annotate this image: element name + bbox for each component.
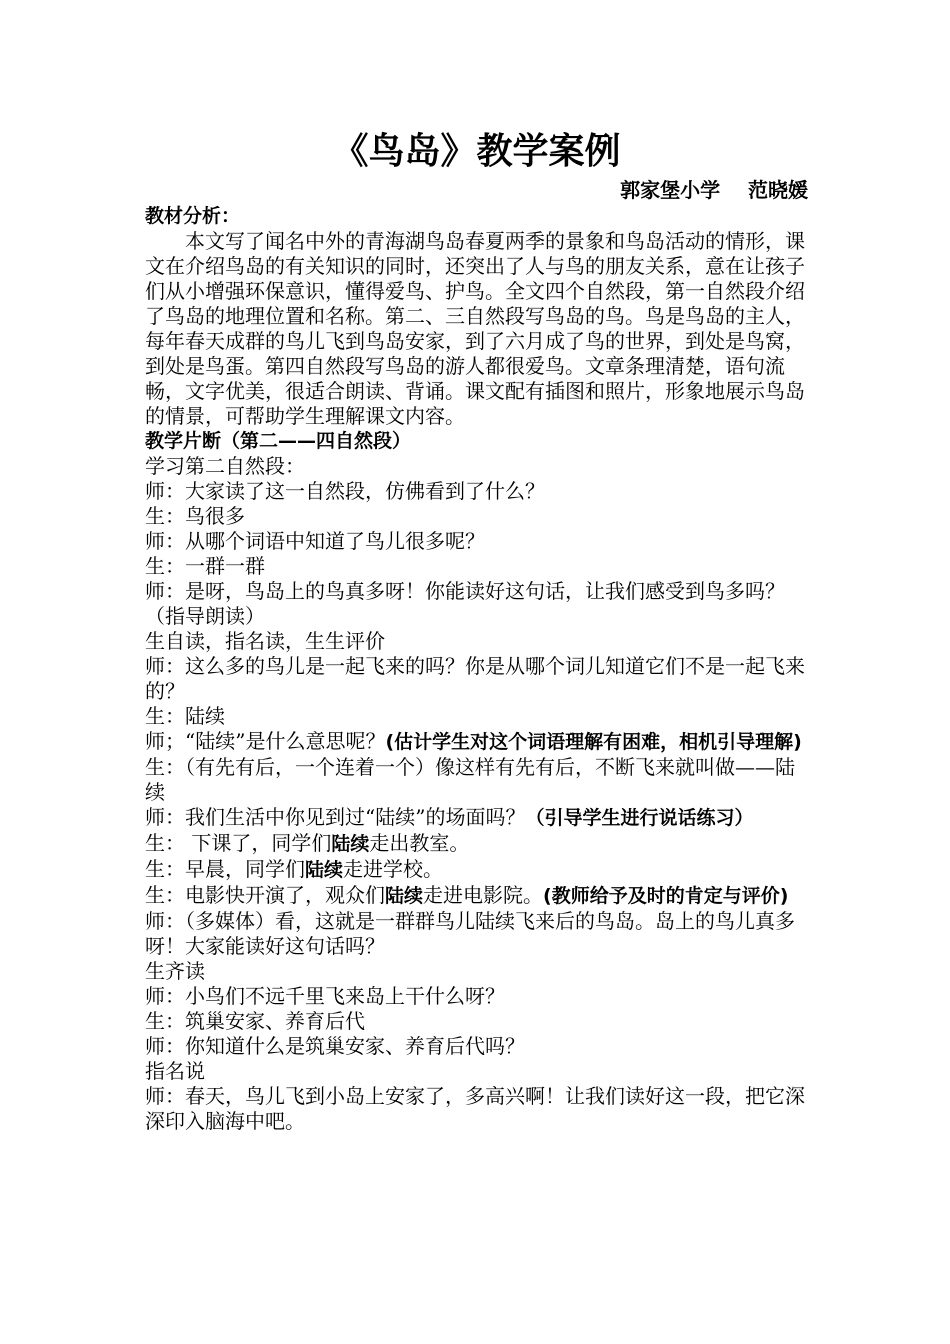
dialogue-text: 生：早晨，同学们 [145, 857, 305, 881]
dialogue-text: 走出教室。 [369, 831, 470, 855]
teaching-note: （引导学生进行说话练习） [525, 807, 754, 829]
dialogue-line: 师：从哪个词语中知道了鸟儿很多呢？ [145, 529, 485, 553]
dialogue-line: 师：是呀，鸟岛上的鸟真多呀！你能读好这句话，让我们感受到鸟多吗？（指导朗读） [145, 579, 785, 628]
dialogue-line: 师：大家读了这一自然段，仿佛看到了什么？ [145, 479, 545, 503]
dialogue-line: 生：陆续 [145, 704, 225, 728]
keyword: 陆续 [385, 885, 424, 907]
dialogue-line [145, 857, 808, 883]
analysis-paragraph: 本文写了闻名中外的青海湖鸟岛春夏两季的景象和鸟岛活动的情形，课文在介绍鸟岛的有关知识的同时，还突出了人与鸟的朋友关系，意在让孩子们从小增强环保意识，懂得爱鸟、护鸟。全文四个自然段，第一自然段介绍了鸟岛的地理位置和名称。第二、三自然段写鸟岛的鸟。鸟是鸟岛的主人，每年春天成群的鸟儿飞到鸟岛安家，到了六月成了鸟的世界，到处是鸟窝，到处是鸟蛋。第四自然段写鸟岛的游人都很爱鸟。文章条理清楚，语句流畅，文字优美，很适合朗读、背诵。课文配有插图和照片，形象地展示鸟岛的情景，可帮助学生理解课文内容。 [145, 229, 805, 428]
dialogue-line: 生：一群一群 [145, 554, 265, 578]
dialogue-line: 指名说 [145, 1059, 205, 1083]
dialogue-line [145, 883, 808, 909]
dialogue-line: 师：这么多的鸟儿是一起飞来的吗？你是从哪个词儿知道它们不是一起飞来的？ [145, 654, 805, 703]
dialogue-line: 师：（多媒体）看，这就是一群群鸟儿陆续飞来后的鸟岛。岛上的鸟儿真多呀！大家能读好这句话吗？ [145, 909, 795, 958]
keyword: 陆续 [305, 859, 344, 881]
dialogue-text: 师；“陆续”是什么意思呢？ [145, 729, 386, 753]
dialogue-line: 师：春天，鸟儿飞到小岛上安家了，多高兴啊！让我们读好这一段，把它深深印入脑海中吧。 [145, 1084, 805, 1133]
teaching-note: (教师给予及时的肯定与评价) [543, 885, 789, 907]
author-line: 郭家堡小学 范晓媛 [620, 178, 808, 202]
keyword: 陆续 [331, 833, 370, 855]
dialogue-line: 师：你知道什么是筑巢安家、养育后代吗？ [145, 1034, 525, 1058]
document-title: 《鸟岛》教学案例 [332, 130, 621, 172]
segment-heading: 教学片断（第二——四自然段） [145, 430, 412, 452]
dialogue-line: 生自读，指名读，生生评价 [145, 629, 385, 653]
dialogue-line [145, 831, 808, 857]
dialogue-text: 走进电影院。 [423, 883, 544, 907]
dialogue-line: 师：小鸟们不远千里飞来岛上干什么呀？ [145, 984, 505, 1008]
dialogue-line: 生齐读 [145, 959, 205, 983]
dialogue-line [145, 729, 808, 755]
dialogue-line: 学习第二自然段： [145, 454, 305, 478]
dialogue-text: 生：电影快开演了，观众们 [145, 883, 385, 907]
dialogue-line: 生：（有先有后，一个连着一个）像这样有先有后，不断飞来就叫做——陆续 [145, 755, 795, 804]
dialogue-line: 生：筑巢安家、养育后代 [145, 1009, 365, 1033]
dialogue-text: 生： 下课了，同学们 [145, 831, 332, 855]
dialogue-line [145, 805, 808, 831]
dialogue-text: 走进学校。 [343, 857, 444, 881]
dialogue-line: 生：鸟很多 [145, 504, 245, 528]
analysis-heading: 教材分析： [145, 205, 241, 227]
dialogue-text: 师：我们生活中你见到过“陆续”的场面吗？ [145, 805, 526, 829]
teaching-note: (估计学生对这个词语理解有困难，相机引导理解) [385, 731, 802, 753]
